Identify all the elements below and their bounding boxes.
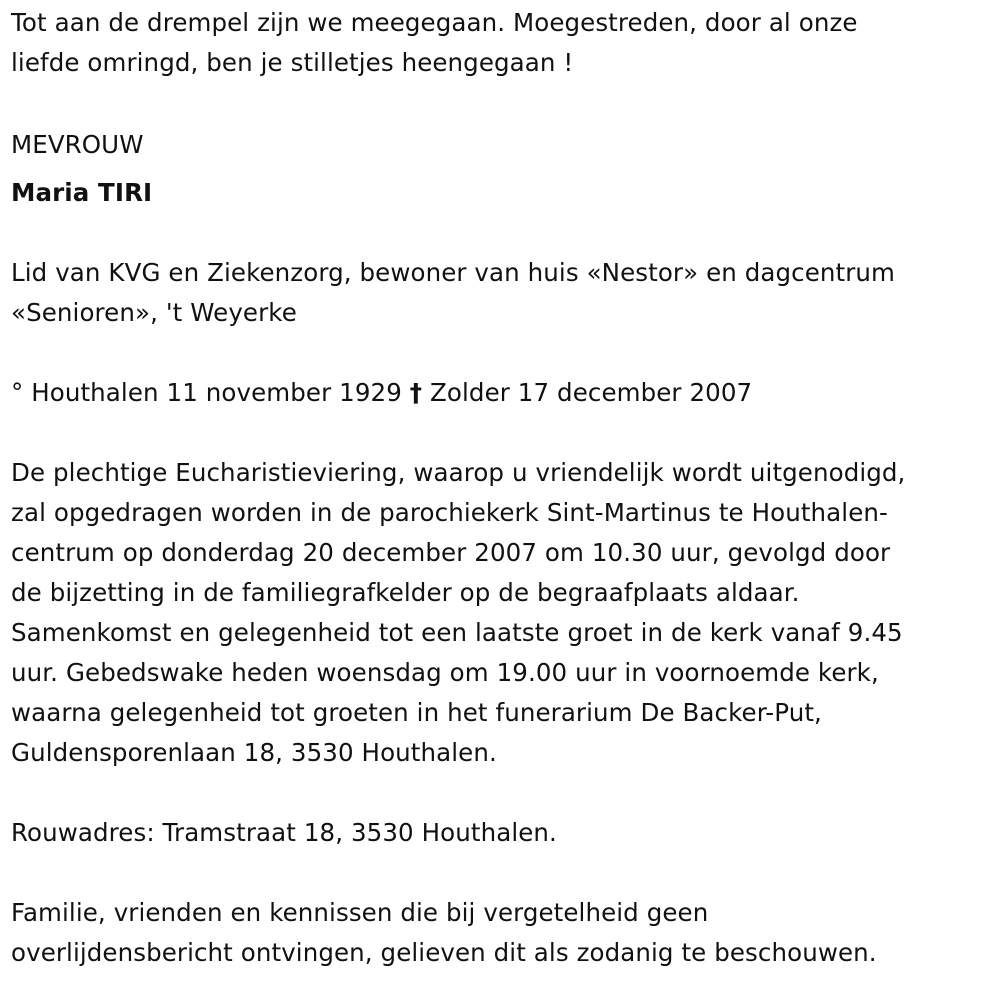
membership-line-2: «Senioren», 't Weyerke (11, 298, 297, 327)
mourning-address: Rouwadres: Tramstraat 18, 3530 Houthalen. (11, 818, 557, 847)
deceased-name: Maria TIRI (11, 178, 153, 207)
ceremony-line-2: zal opgedragen worden in de parochiekerk Sint-Martinus te Houthalen- (11, 498, 888, 527)
ceremony-line-1: De plechtige Eucharistieviering, waarop u vriendelijk wordt uitgenodigd, (11, 458, 906, 487)
salutation: MEVROUW (11, 130, 144, 159)
death-date: Zolder 17 december 2007 (430, 378, 753, 407)
cross-icon: † (409, 378, 423, 407)
ceremony-line-5: Samenkomst en gelegenheid tot een laatste groet in de kerk vanaf 9.45 (11, 618, 903, 647)
ceremony-line-7: waarna gelegenheid tot groeten in het funerarium De Backer-Put, (11, 698, 822, 727)
membership-line-1: Lid van KVG en Ziekenzorg, bewoner van huis «Nestor» en dagcentrum (11, 258, 896, 287)
closing-line-1: Familie, vrienden en kennissen die bij vergetelheid geen (11, 898, 709, 927)
ceremony-line-8: Guldensporenlaan 18, 3530 Houthalen. (11, 738, 497, 767)
intro-line-1: Tot aan de drempel zijn we meegegaan. Moegestreden, door al onze (11, 8, 858, 37)
closing-line-2: overlijdensbericht ontvingen, gelieven dit als zodanig te beschouwen. (11, 938, 877, 967)
birth-date: ° Houthalen 11 november 1929 (11, 378, 402, 407)
intro-line-2: liefde omringd, ben je stilletjes heengegaan ! (11, 48, 574, 77)
ceremony-line-4: de bijzetting in de familiegrafkelder op de begraafplaats aldaar. (11, 578, 800, 607)
ceremony-line-3: centrum op donderdag 20 december 2007 om 10.30 uur, gevolgd door (11, 538, 891, 567)
ceremony-line-6: uur. Gebedswake heden woensdag om 19.00 uur in voornoemde kerk, (11, 658, 879, 687)
life-dates (11, 373, 752, 413)
